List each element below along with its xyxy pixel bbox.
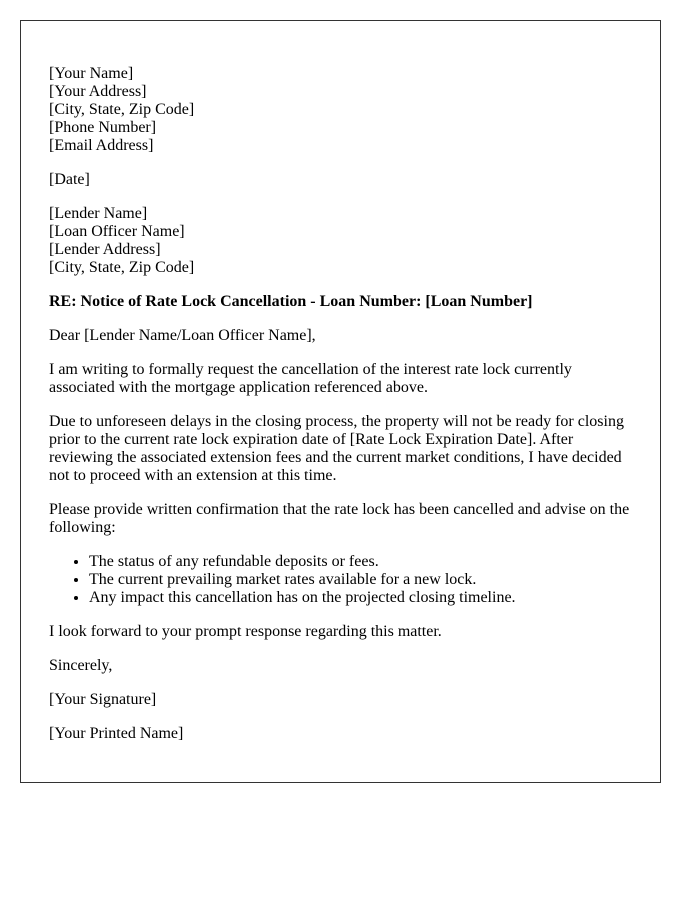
recipient-address: [Lender Address] bbox=[49, 241, 161, 258]
printed-name: [Your Printed Name] bbox=[49, 725, 184, 742]
sender-phone: [Phone Number] bbox=[49, 119, 157, 136]
letter-date: [Date] bbox=[49, 171, 90, 188]
subject-line: RE: Notice of Rate Lock Cancellation - Loan Number: [Loan Number] bbox=[49, 293, 533, 310]
body-paragraph: Due to unforeseen delays in the closing process, the property will not be ready for closing prior to the current rate lock expiration date of [Rate Lock Expiration Date]. After reviewing the associated extension fees and the current market conditions, I have decided not to proceed with an extension at this time. bbox=[49, 413, 624, 484]
body-paragraph: Please provide written confirmation that the rate lock has been cancelled and advise on the following: bbox=[49, 501, 630, 536]
salutation: Dear [Lender Name/Loan Officer Name], bbox=[49, 327, 316, 344]
recipient-lender: [Lender Name] bbox=[49, 205, 148, 222]
recipient-city: [City, State, Zip Code] bbox=[49, 259, 195, 276]
closing: Sincerely, bbox=[49, 657, 113, 674]
recipient-officer: [Loan Officer Name] bbox=[49, 223, 185, 240]
body-paragraph: I am writing to formally request the cancellation of the interest rate lock currently associated with the mortgage application referenced above. bbox=[49, 361, 572, 396]
sender-address: [Your Address] bbox=[49, 83, 147, 100]
sender-name: [Your Name] bbox=[49, 65, 134, 82]
letter bbox=[20, 20, 661, 783]
closing-paragraph: I look forward to your prompt response regarding this matter. bbox=[49, 623, 442, 640]
list-item: • Any impact this cancellation has on the projected closing timeline. bbox=[89, 589, 632, 607]
signature: [Your Signature] bbox=[49, 691, 157, 708]
sender-email: [Email Address] bbox=[49, 137, 154, 154]
list-item: • The current prevailing market rates available for a new lock. bbox=[89, 571, 632, 589]
sender-city: [City, State, Zip Code] bbox=[49, 101, 195, 118]
request-list bbox=[49, 553, 632, 607]
recipient-block bbox=[49, 205, 632, 277]
list-item: • The status of any refundable deposits or fees. bbox=[89, 553, 632, 571]
